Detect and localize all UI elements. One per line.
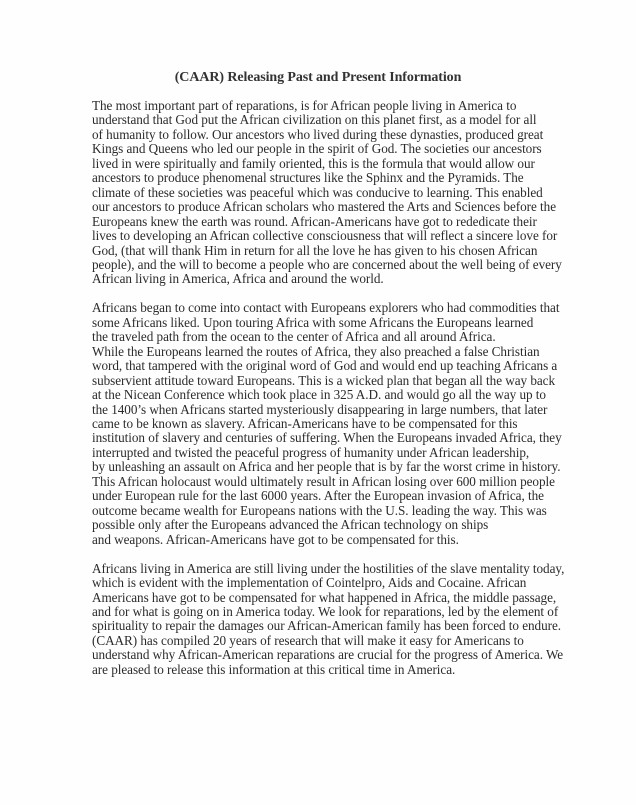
text-line: Americans have got to be compensated for what happened in Africa, the middle passage, xyxy=(92,589,557,605)
text-line: the traveled path from the ocean to the center of Africa and all around Africa. xyxy=(92,329,496,345)
text-line: climate of these societies was peaceful which was conducive to learning. This enabled xyxy=(92,184,543,200)
text-line: This African holocaust would ultimately result in African losing over 600 million people xyxy=(92,473,555,489)
text-line: Africans living in America are still living under the hostilities of the slave mentality today, xyxy=(92,560,565,576)
text-line: are pleased to release this information at this critical time in America. xyxy=(92,661,456,677)
text-line: possible only after the Europeans advanced the African technology on ships xyxy=(92,517,489,533)
text-line: by unleashing an assault on Africa and her people that is by far the worst crime in history. xyxy=(92,459,561,475)
text-line: and weapons. African-Americans have got to be compensated for this. xyxy=(92,531,459,547)
text-line: lives to developing an African collective consciousness that will reflect a sincere love for xyxy=(92,228,558,244)
text-line: (CAAR) has compiled 20 years of research that will make it easy for Americans to xyxy=(92,632,524,648)
text-line: Kings and Queens who led our people in the spirit of God. The societies our ancestors xyxy=(92,141,542,157)
text-line: interrupted and twisted the peaceful progress of humanity under African leadership, xyxy=(92,444,530,460)
text-line: and for what is going on in America today. We look for reparations, led by the element of xyxy=(92,603,559,619)
text-line: our ancestors to produce African scholars who mastered the Arts and Sciences before the xyxy=(92,199,557,215)
text-line: The most important part of reparations, is for African people living in America to xyxy=(92,98,517,113)
text-line: While the Europeans learned the routes of Africa, they also preached a false Christian xyxy=(92,343,540,359)
text-line: at the Nicean Conference which took place in 325 A.D. and would go all the way up to xyxy=(92,387,546,403)
text-line: people), and the will to become a people who are concerned about the well being of every xyxy=(92,256,562,272)
text-line: understand that God put the African civilization on this planet first, as a model for all xyxy=(92,112,537,128)
text-line: lived in were spiritually and family oriented, this is the formula that would allow our xyxy=(92,155,535,171)
text-line: some Africans liked. Upon touring Africa with some Africans the Europeans learned xyxy=(92,314,534,330)
document-body xyxy=(92,99,572,692)
text-line: institution of slavery and centuries of suffering. When the Europeans invaded Africa, they xyxy=(92,430,562,446)
paragraph-1 xyxy=(92,99,572,287)
text-line: God, (that will thank Him in return for all the love he has given to his chosen African xyxy=(92,242,538,258)
text-line: African living in America, Africa and around the world. xyxy=(92,271,384,287)
text-line: under European rule for the last 6000 years. After the European invasion of Africa, the xyxy=(92,488,544,504)
text-line: understand why African-American reparations are crucial for the progress of America. We xyxy=(92,647,564,663)
document-title: (CAAR) Releasing Past and Present Information xyxy=(174,70,462,85)
text-line: came to be known as slavery. African-Americans have to be compensated for this xyxy=(92,416,518,432)
text-line: the 1400’s when Africans started mysteriously disappearing in large numbers, that later xyxy=(92,401,548,417)
text-line: of humanity to follow. Our ancestors who lived during these dynasties, produced great xyxy=(92,126,544,142)
text-line: word, that tampered with the original word of God and would end up teaching Africans a xyxy=(92,358,558,374)
text-line: outcome became wealth for Europeans nations with the U.S. leading the way. This was xyxy=(92,502,547,518)
paragraph-2 xyxy=(92,301,572,547)
text-line: spirituality to repair the damages our African-American family has been forced to endure. xyxy=(92,618,562,634)
paragraph-3 xyxy=(92,562,572,678)
text-line: Africans began to come into contact with Europeans explorers who had commodities that xyxy=(92,300,560,316)
text-line: which is evident with the implementation of Cointelpro, Aids and Cocaine. African xyxy=(92,575,527,591)
text-line: subservient attitude toward Europeans. This is a wicked plan that began all the way back xyxy=(92,372,556,388)
text-line: ancestors to produce phenomenal structures like the Sphinx and the Pyramids. The xyxy=(92,170,524,186)
text-line: Europeans knew the earth was round. African-Americans have got to rededicate their xyxy=(92,213,537,229)
